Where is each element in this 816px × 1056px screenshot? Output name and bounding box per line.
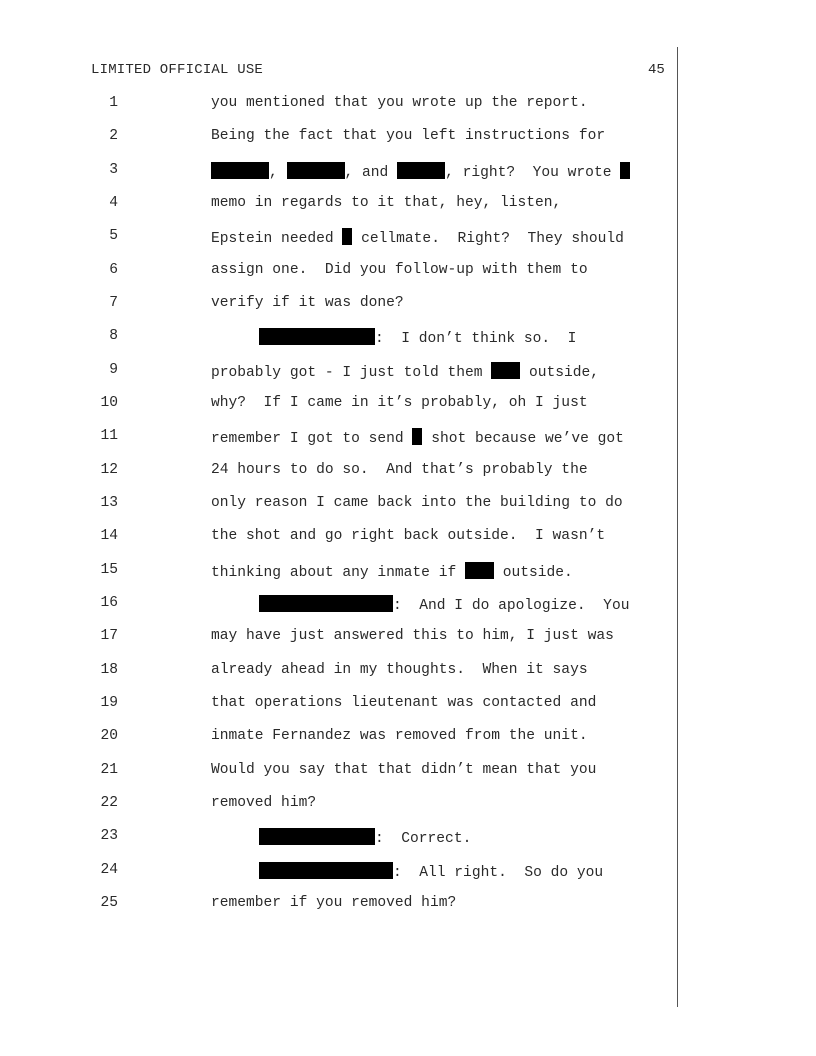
speaker-redaction — [259, 828, 375, 845]
transcript-line — [0, 228, 680, 250]
line-number: 19 — [100, 695, 118, 711]
line-number: 9 — [109, 362, 118, 378]
line-number: 4 — [109, 195, 118, 211]
line-number: 7 — [109, 295, 118, 311]
line-number: 2 — [109, 128, 118, 144]
line-number: 18 — [100, 662, 118, 678]
transcript-line — [0, 262, 680, 284]
line-number: 20 — [100, 728, 118, 744]
speaker-redaction — [259, 862, 393, 879]
line-text: 24 hours to do so. And that’s probably the — [211, 462, 588, 478]
line-number: 3 — [109, 162, 118, 178]
line-number: 24 — [100, 862, 118, 878]
transcript-line — [0, 162, 680, 184]
transcript-line — [0, 695, 680, 717]
line-text: Epstein needed cellmate. Right? They should — [211, 228, 624, 247]
transcript-line — [0, 428, 680, 450]
transcript-line — [0, 895, 680, 917]
line-text: thinking about any inmate if outside. — [211, 562, 573, 581]
transcript-line — [0, 795, 680, 817]
line-text: already ahead in my thoughts. When it says — [211, 662, 588, 678]
transcript-line — [0, 295, 680, 317]
line-text: Being the fact that you left instructions for — [211, 128, 606, 144]
redaction-box — [211, 162, 269, 179]
redaction-box — [287, 162, 345, 179]
transcript-line — [0, 195, 680, 217]
line-number: 14 — [100, 528, 118, 544]
redaction-box — [465, 562, 494, 579]
line-text: : All right. So do you — [259, 862, 603, 881]
transcript-line — [0, 762, 680, 784]
line-text: inmate Fernandez was removed from the unit. — [211, 728, 588, 744]
transcript-line — [0, 128, 680, 150]
line-number: 15 — [100, 562, 118, 578]
line-text: why? If I came in it’s probably, oh I just — [211, 395, 588, 411]
line-text: may have just answered this to him, I just was — [211, 628, 614, 644]
line-text: that operations lieutenant was contacted and — [211, 695, 597, 711]
line-number: 21 — [100, 762, 118, 778]
line-text: , , and , right? You wrote — [211, 162, 630, 181]
redaction-box — [491, 362, 520, 379]
line-number: 1 — [109, 95, 118, 111]
speaker-redaction — [259, 328, 375, 345]
line-text: the shot and go right back outside. I wasn’t — [211, 528, 606, 544]
page-number: 45 — [648, 62, 665, 78]
line-text: : Correct. — [259, 828, 471, 847]
transcript-line — [0, 395, 680, 417]
line-text: only reason I came back into the building to do — [211, 495, 623, 511]
transcript-line — [0, 362, 680, 384]
transcript-line — [0, 495, 680, 517]
line-number: 22 — [100, 795, 118, 811]
line-number: 25 — [100, 895, 118, 911]
line-number: 8 — [109, 328, 118, 344]
line-number: 23 — [100, 828, 118, 844]
line-number: 10 — [100, 395, 118, 411]
line-number: 13 — [100, 495, 118, 511]
line-text: assign one. Did you follow-up with them to — [211, 262, 588, 278]
line-text: remember if you removed him? — [211, 895, 457, 911]
line-number: 5 — [109, 228, 118, 244]
line-number: 12 — [100, 462, 118, 478]
transcript-line — [0, 528, 680, 550]
line-number: 6 — [109, 262, 118, 278]
line-text: Would you say that that didn’t mean that you — [211, 762, 597, 778]
speaker-redaction — [259, 595, 393, 612]
transcript-line — [0, 595, 680, 617]
line-text: : I don’t think so. I — [259, 328, 576, 347]
transcript-line — [0, 328, 680, 350]
transcript-line — [0, 462, 680, 484]
redaction-box — [412, 428, 422, 445]
redaction-box — [397, 162, 445, 179]
transcript-line — [0, 95, 680, 117]
line-text: probably got - I just told them outside, — [211, 362, 599, 381]
transcript-line — [0, 662, 680, 684]
redaction-box — [620, 162, 630, 179]
line-number: 17 — [100, 628, 118, 644]
line-text: : And I do apologize. You — [259, 595, 629, 614]
line-number: 11 — [100, 428, 118, 444]
transcript-line — [0, 828, 680, 850]
transcript-line — [0, 728, 680, 750]
line-text: removed him? — [211, 795, 317, 811]
transcript-line — [0, 862, 680, 884]
line-text: remember I got to send shot because we’ve got — [211, 428, 624, 447]
line-text: verify if it was done? — [211, 295, 404, 311]
transcript-line — [0, 562, 680, 584]
line-text: you mentioned that you wrote up the report. — [211, 95, 588, 111]
line-text: memo in regards to it that, hey, listen, — [211, 195, 562, 211]
page-header-label: LIMITED OFFICIAL USE — [91, 62, 264, 78]
transcript-line — [0, 628, 680, 650]
redaction-box — [342, 228, 352, 245]
line-number: 16 — [100, 595, 118, 611]
